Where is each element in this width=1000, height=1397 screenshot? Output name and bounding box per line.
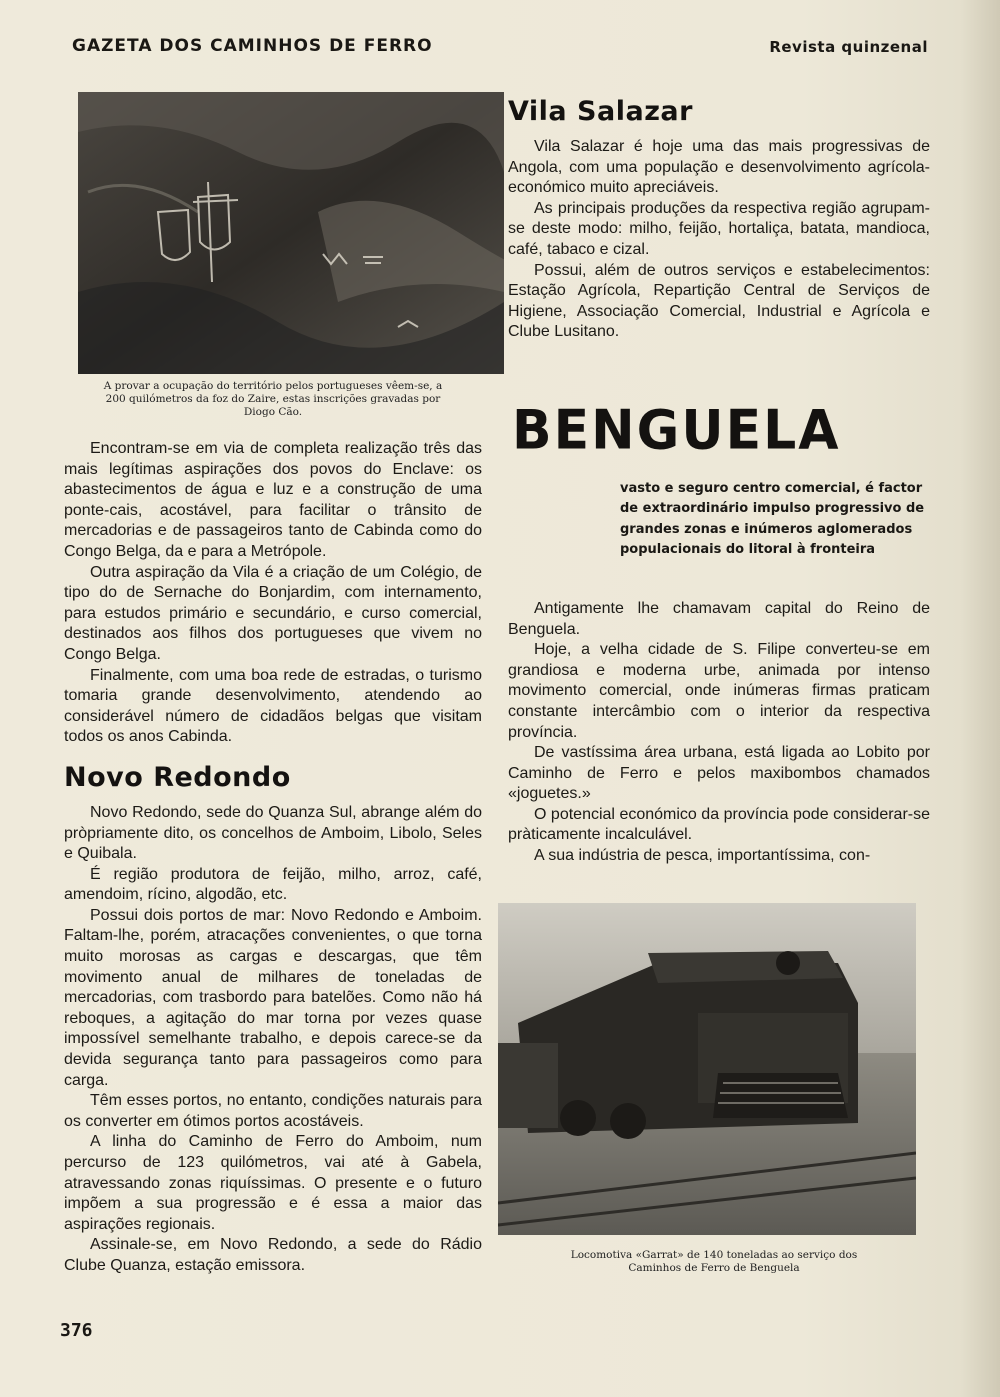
rock-inscriptions-photo	[78, 92, 504, 374]
novo-redondo-text	[64, 803, 482, 1277]
paragraph: Possui, além de outros serviços e estabelecimentos: Estação Agrícola, Repartição Central de Serviços de Higiene, Associação Comercial, Industrial e Agrícola e Clube Lusitano.	[508, 261, 930, 341]
photo-caption-locomotive: Locomotiva «Garrat» de 140 toneladas ao serviço dos Caminhos de Ferro de Benguela	[570, 1248, 858, 1274]
paragraph: Encontram-se em via de completa realização três das mais legítimas aspirações dos povos do Enclave: os abastecimentos de água e luz e a construção de uma ponte-cais, acostável, para facilitar o trânsito de mercadorias e de passageiros tanto de Cabinda como do Congo Belga, da e para a Metrópole.	[64, 440, 482, 560]
paragraph: Hoje, a velha cidade de S. Filipe converteu-se em grandiosa e moderna urbe, animada por intenso movimento comercial, onde inúmeras firmas praticam constante intercâmbio com o interior da respectiva província.	[508, 641, 930, 741]
enclave-text	[64, 439, 482, 748]
paragraph: Têm esses portos, no entanto, condições naturais para os converter em ótimos portos acostáveis.	[64, 1092, 482, 1130]
benguela-text	[508, 599, 930, 867]
vila-salazar-text	[508, 137, 930, 343]
paragraph: O potencial económico da província pode considerar-se pràticamente incalculável.	[508, 805, 930, 844]
locomotive-image	[498, 903, 916, 1235]
paragraph: De vastíssima área urbana, está ligada ao Lobito por Caminho de Ferro e pelos maxibombos chamados «joguetes.»	[508, 744, 930, 803]
section-title-novo-redondo: Novo Redondo	[64, 761, 291, 793]
paragraph: Antigamente lhe chamavam capital do Reino de Benguela.	[508, 599, 930, 638]
masthead-subtitle: Revista quinzenal	[769, 38, 928, 56]
locomotive-photo	[498, 903, 916, 1235]
paragraph: A sua indústria de pesca, importantíssima, con-	[534, 847, 871, 865]
paragraph: É região produtora de feijão, milho, arroz, café, amendoim, rícino, algodão, etc.	[64, 865, 482, 904]
paragraph: Assinale-se, em Novo Redondo, a sede do Rádio Clube Quanza, estação emissora.	[64, 1236, 482, 1274]
page-number: 376	[60, 1320, 93, 1341]
left-column	[64, 92, 482, 1277]
benguela-subheadline: vasto e seguro centro comercial, é factor de extraordinário impulso progressivo de grandes zonas e inúmeros aglomerados populacionais do litoral à fronteira	[620, 480, 925, 558]
paragraph: Novo Redondo, sede do Quanza Sul, abrange além do pròpriamente dito, os concelhos de Amboim, Libolo, Seles e Quibala.	[64, 803, 482, 863]
paragraph: Vila Salazar é hoje uma das mais progressivas de Angola, com uma população e desenvolvimento agrícola-económico muito apreciáveis.	[508, 138, 930, 197]
paragraph: As principais produções da respectiva região agrupam-se deste modo: milho, feijão, hortaliça, batata, mandioca, café, tabaco e cizal.	[508, 199, 930, 258]
benguela-headline: BENGUELA	[512, 398, 841, 462]
paragraph: Outra aspiração da Vila é a criação de um Colégio, de tipo do de Sernache do Bonjardim, com internamento, para estudos primário e secundário, e curso comercial, destinados aos filhos dos portugueses que vivem no Congo Belga.	[64, 563, 482, 663]
paragraph: Finalmente, com uma boa rede de estradas, o turismo tomaria grande desenvolvimento, atendendo ao considerável número de cidadãos belgas que visitam todos os anos Cabinda.	[64, 666, 482, 746]
masthead-title: GAZETA DOS CAMINHOS DE FERRO	[72, 36, 433, 56]
rock-inscriptions-image	[78, 92, 504, 374]
section-title-vila-salazar: Vila Salazar	[508, 96, 693, 127]
right-column	[508, 96, 930, 1275]
paragraph: Possui dois portos de mar: Novo Redondo e Amboim. Faltam-lhe, porém, atracações convenientes, o que torna muito morosas as cargas e descargas, que têm movimento anual de milhares de toneladas de mercadorias, com trasbordo para batelões. Como não há reboques, a agitação do mar torna por vezes quase impossível semelhante trabalho, e depois carece-se da devida segurança tanto para passageiros como para carga.	[64, 906, 482, 1089]
photo-caption-inscriptions: A provar a ocupação do território pelos portugueses vêem-se, a 200 quilómetros da foz do Zaire, estas inscrições gravadas por Diogo Cão.	[103, 380, 443, 418]
paragraph: A linha do Caminho de Ferro do Amboim, num percurso de 123 quilómetros, vai até à Gabela, atravessando zonas riquíssimas. O presente e o futuro impõem a sua progressão e é essa a maior das aspirações regionais.	[64, 1133, 482, 1233]
